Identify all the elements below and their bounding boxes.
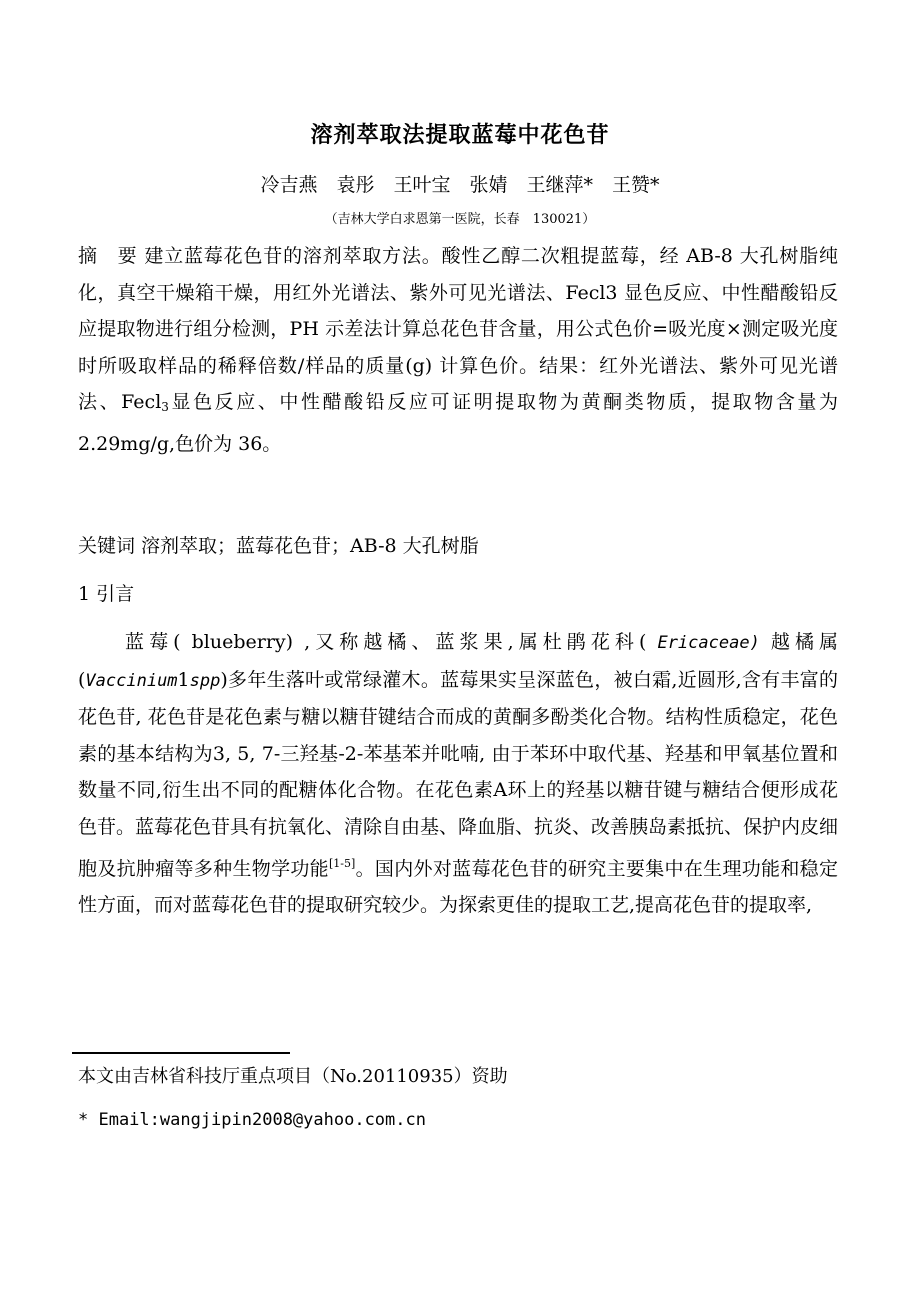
abstract	[78, 238, 838, 462]
footnote-divider	[72, 1052, 290, 1054]
introduction-paragraph	[78, 624, 838, 924]
author-list: 冷吉燕 袁彤 王叶宝 张婧 王继萍* 王赞*	[260, 174, 660, 196]
term-vaccinium: Vaccinium	[85, 670, 178, 691]
keywords-text: 溶剂萃取；蓝莓花色苷；AB-8 大孔树脂	[135, 535, 479, 557]
abstract-text: 建立蓝莓花色苷的溶剂萃取方法。酸性乙醇二次粗提蓝莓，经 AB-8 大孔树脂纯化，真空干燥箱干燥，用红外光谱法、紫外可见光谱法、Fecl3 显色反应、中性醋酸铅反应提取物进行组分检测，PH 示差法计算总花色苷含量，用公式色价=吸光度×测定吸光度时所吸取样品的稀释倍数/样品的质量(g) 计算色价。结果：红外光谱法、紫外可见光谱法、Fecl	[78, 245, 838, 413]
affiliation: （吉林大学白求恩第一医院，长春 130021）	[324, 212, 596, 227]
abstract-text-continued: 显色反应、中性醋酸铅反应可证明提取物为黄酮类物质，提取物含量为 2.29mg/g,色价为 36。	[78, 391, 838, 455]
footnote-email: * Email:wangjipin2008@yahoo.com.cn	[78, 1110, 426, 1130]
intro-text: )多年生落叶或常绿灌木。蓝莓果实呈深蓝色，被白霜,近圆形,含有丰富的花色苷, 花色苷是花色素与糖以糖苷键结合而成的黄酮多酚类化合物。结构性质稳定，花色素的基本结构为3, 5, 7-三羟基-2-苯基苯并吡喃, 由于苯环中取代基、羟基和甲氧基位置和数量不同,衍生出不同的配糖体化合物。在花色素A环上的羟基以糖苷键与糖结合便形成花色苷。蓝莓花色苷具有抗氧化、清除自由基、降血脂、抗炎、改善胰岛素抵抗、保护内皮细胞及抗肿瘤等多种生物学功能	[78, 668, 839, 880]
intro-text: 。国内外对蓝莓花色苷的研究主要集中在生理功能和稳定性方面，而对蓝莓花色苷的提取研究较少。为探索更佳的提取工艺,提高花色苷的提取率,	[78, 857, 838, 917]
section-heading-introduction: 1 引言	[78, 583, 135, 605]
footnote-funding: 本文由吉林省科技厅重点项目（No.20110935）资助	[78, 1066, 508, 1087]
term-spp: spp	[189, 670, 221, 691]
citation-ref: [1-5]	[329, 856, 356, 870]
term-ericaceae: Ericaceae)	[657, 633, 760, 653]
subscript-3: 3	[161, 400, 169, 414]
intro-text: 1	[177, 668, 190, 691]
keywords-label: 关键词	[78, 535, 136, 557]
abstract-label: 摘 要	[78, 245, 138, 267]
keywords	[78, 528, 838, 565]
intro-text: 越橘属(	[78, 631, 838, 691]
paper-title: 溶剂萃取法提取蓝莓中花色苷	[310, 122, 610, 148]
intro-text: 蓝莓( blueberry) ,又称越橘、蓝浆果,属杜鹃花科(	[120, 631, 658, 653]
